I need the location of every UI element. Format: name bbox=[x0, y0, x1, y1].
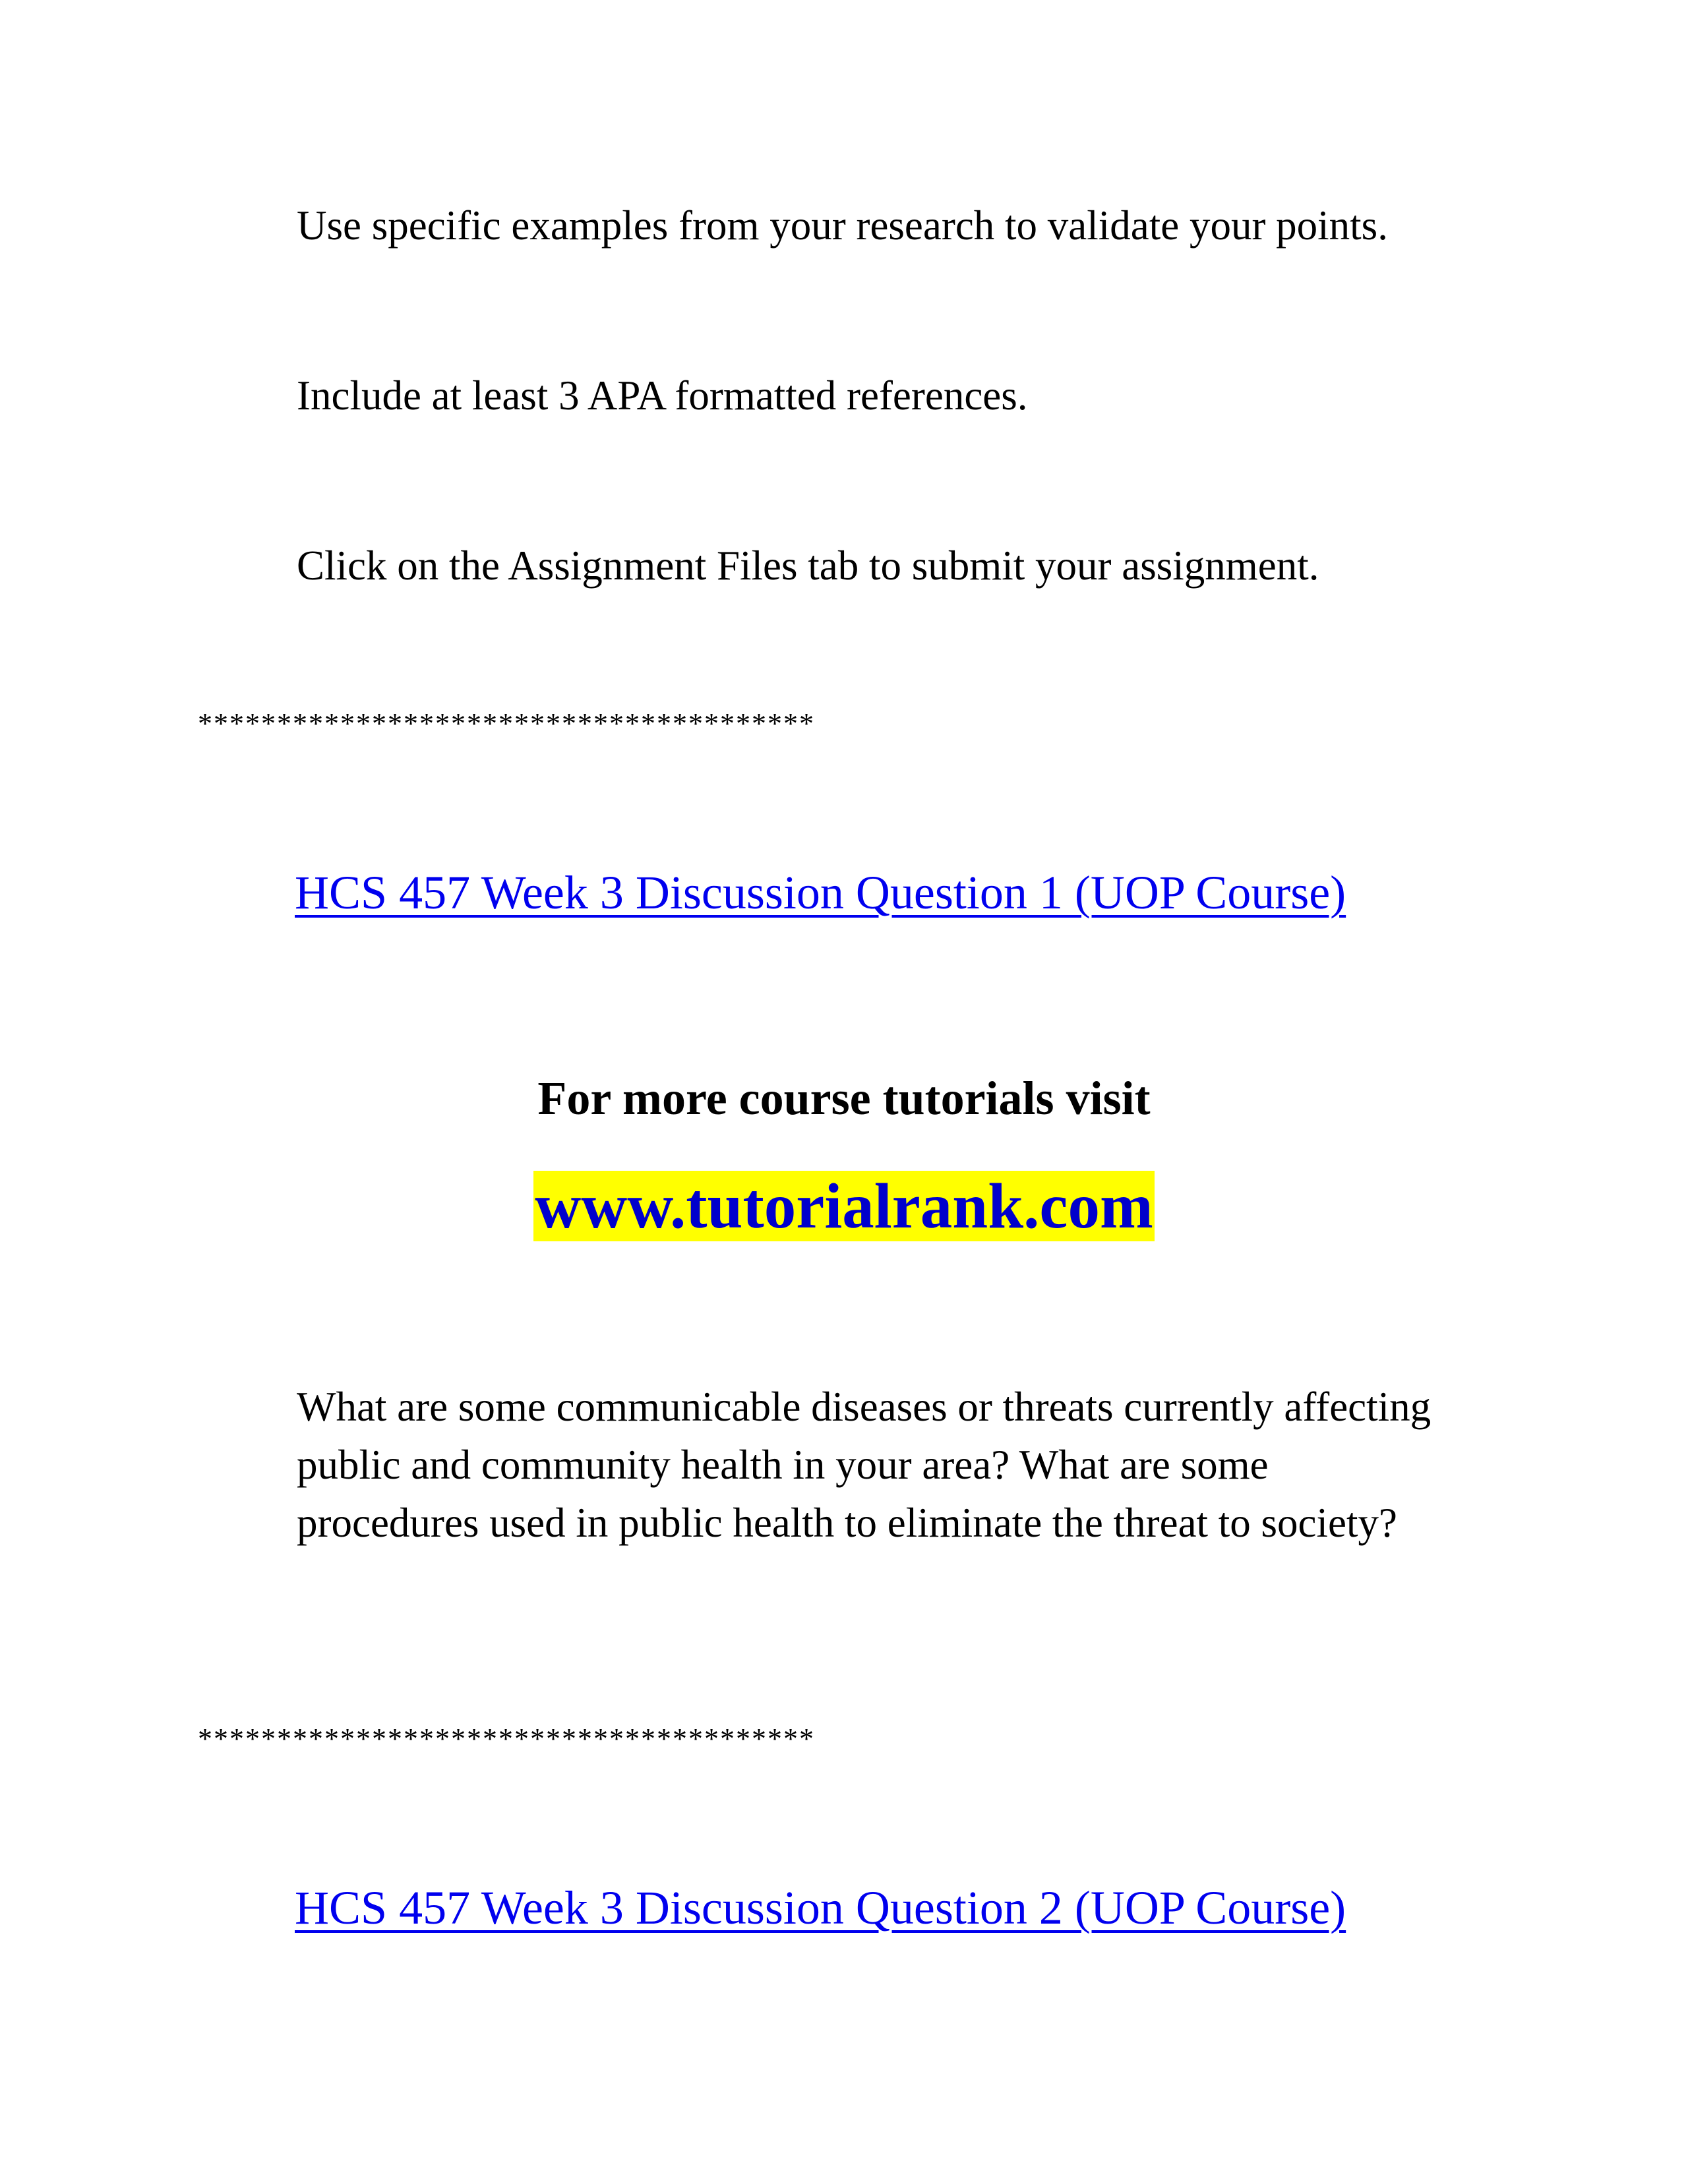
instruction-references: Include at least 3 APA formatted references. bbox=[297, 372, 1028, 419]
promo-url-link[interactable]: www.tutorialrank.com bbox=[535, 1171, 1153, 1241]
promo-url-line bbox=[0, 1167, 1688, 1246]
promo-text: For more course tutorials visit bbox=[537, 1072, 1151, 1125]
separator-stars: *************************************** bbox=[198, 1723, 815, 1755]
separator-stars: *************************************** bbox=[198, 707, 815, 740]
discussion-question-text: What are some communicable diseases or threats currently affecting public and community health in your area? What are some procedures used in public health to eliminate the threat to society? bbox=[297, 1384, 1432, 1546]
link-discussion-question-1[interactable]: HCS 457 Week 3 Discussion Question 1 (UOP Course) bbox=[295, 866, 1346, 919]
instruction-examples: Use specific examples from your research to validate your points. bbox=[297, 202, 1388, 249]
link-discussion-question-2[interactable]: HCS 457 Week 3 Discussion Question 2 (UOP Course) bbox=[295, 1881, 1346, 1934]
instruction-submit: Click on the Assignment Files tab to submit your assignment. bbox=[297, 543, 1319, 589]
